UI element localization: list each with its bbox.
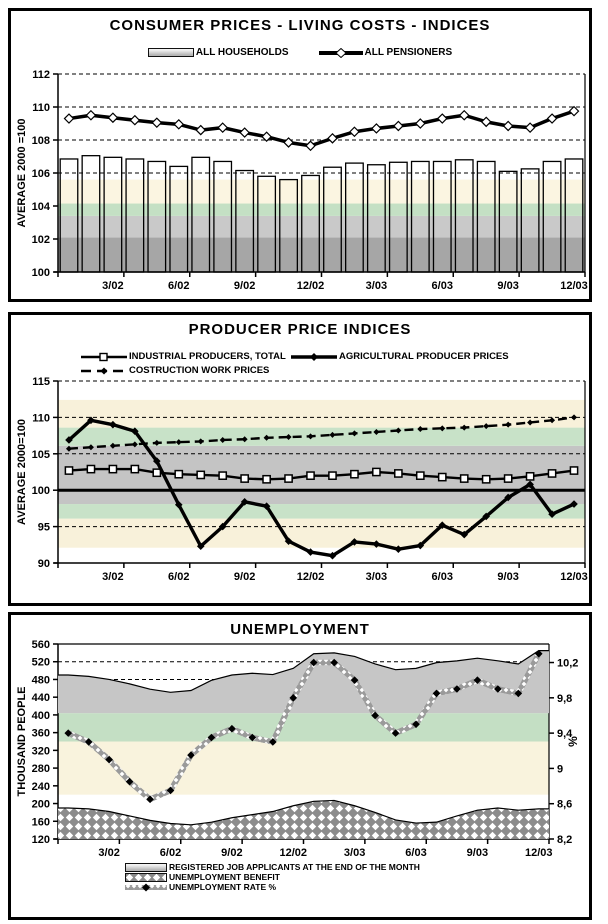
svg-text:400: 400 (31, 709, 50, 722)
legend-item-applicants (125, 862, 420, 872)
svg-text:%: % (566, 736, 580, 747)
rope-line-swatch-icon (125, 883, 167, 892)
svg-text:12/02: 12/02 (296, 280, 325, 292)
svg-text:AVERAGE 2000=100: AVERAGE 2000=100 (16, 419, 28, 525)
svg-text:9/02: 9/02 (233, 571, 256, 583)
svg-text:280: 280 (31, 763, 50, 776)
area-swatch-icon (125, 863, 167, 872)
svg-text:100: 100 (31, 485, 50, 498)
svg-text:110: 110 (32, 412, 50, 425)
checkered-swatch-icon (125, 873, 167, 882)
svg-text:3/02: 3/02 (102, 280, 124, 292)
svg-text:8,2: 8,2 (557, 834, 573, 846)
legend-label: AGRICULTURAL PRODUCER PRICES (339, 351, 509, 362)
svg-text:480: 480 (31, 674, 50, 687)
legend-label: ALL HOUSEHOLDS (195, 47, 289, 58)
svg-text:6/02: 6/02 (168, 571, 190, 583)
svg-text:6/02: 6/02 (168, 280, 190, 292)
legend-label: ALL PENSIONERS (364, 47, 453, 58)
producer-prices-plot (11, 315, 589, 603)
svg-text:3/03: 3/03 (365, 280, 388, 292)
svg-text:9,4: 9,4 (557, 728, 573, 741)
svg-text:95: 95 (37, 521, 50, 534)
svg-text:106: 106 (31, 168, 50, 180)
svg-text:104: 104 (31, 201, 50, 213)
producer-prices-chart (8, 312, 592, 606)
svg-text:8,6: 8,6 (557, 798, 573, 811)
svg-text:3/02: 3/02 (102, 571, 124, 583)
consumer-prices-title: CONSUMER PRICES - LIVING COSTS - INDICES (109, 17, 491, 34)
svg-text:120: 120 (31, 834, 50, 846)
svg-text:10,2: 10,2 (557, 657, 579, 670)
svg-text:320: 320 (31, 745, 50, 758)
svg-text:9/03: 9/03 (466, 847, 489, 859)
svg-text:115: 115 (32, 376, 50, 388)
unemployment-legend (125, 862, 420, 892)
svg-text:520: 520 (31, 656, 50, 669)
svg-text:9: 9 (557, 763, 564, 776)
svg-text:160: 160 (31, 816, 50, 829)
svg-text:9/03: 9/03 (497, 280, 519, 292)
unemployment-chart (8, 612, 592, 920)
svg-text:360: 360 (31, 727, 50, 740)
legend-item-rate (125, 882, 420, 892)
svg-text:3/02: 3/02 (98, 847, 120, 859)
svg-text:THOUSAND PEOPLE: THOUSAND PEOPLE (16, 686, 28, 797)
svg-text:90: 90 (37, 558, 50, 570)
svg-text:6/02: 6/02 (159, 847, 182, 859)
svg-text:6/03: 6/03 (405, 847, 427, 859)
svg-text:108: 108 (31, 135, 50, 147)
consumer-prices-plot (11, 11, 589, 299)
svg-text:AVERAGE 2000 =100: AVERAGE 2000 =100 (16, 118, 28, 228)
legend-label: REGISTERED JOB APPLICANTS AT THE END OF THE MONTH (169, 862, 420, 872)
producer-prices-title: PRODUCER PRICE INDICES (188, 321, 412, 338)
svg-text:3/03: 3/03 (343, 847, 366, 859)
svg-text:9,8: 9,8 (557, 692, 573, 705)
svg-text:12/03: 12/03 (560, 571, 588, 583)
svg-text:560: 560 (31, 639, 50, 651)
svg-text:110: 110 (32, 102, 50, 114)
svg-text:112: 112 (32, 69, 50, 81)
svg-text:6/03: 6/03 (431, 280, 453, 292)
svg-text:3/03: 3/03 (365, 571, 388, 583)
svg-text:9/03: 9/03 (497, 571, 519, 583)
svg-text:105: 105 (31, 448, 50, 461)
legend-label: COSTRUCTION WORK PRICES (129, 365, 270, 376)
legend-item-benefit (125, 872, 420, 882)
legend-label: UNEMPLOYMENT RATE % (169, 882, 277, 892)
svg-text:240: 240 (31, 780, 50, 793)
svg-text:12/02: 12/02 (296, 571, 325, 583)
unemployment-title: UNEMPLOYMENT (230, 621, 370, 638)
svg-text:12/03: 12/03 (560, 280, 588, 292)
svg-text:200: 200 (31, 798, 50, 811)
svg-text:100: 100 (31, 267, 50, 279)
legend-label: INDUSTRIAL PRODUCERS, TOTAL (129, 351, 286, 362)
svg-text:9/02: 9/02 (233, 280, 256, 292)
legend-label: UNEMPLOYMENT BENEFIT (169, 872, 280, 882)
svg-text:9/02: 9/02 (221, 847, 243, 859)
svg-text:12/02: 12/02 (279, 847, 308, 859)
consumer-prices-chart (8, 8, 592, 302)
svg-text:12/03: 12/03 (525, 847, 553, 859)
svg-text:102: 102 (31, 234, 50, 246)
svg-text:440: 440 (31, 692, 50, 705)
svg-text:6/03: 6/03 (431, 571, 453, 583)
